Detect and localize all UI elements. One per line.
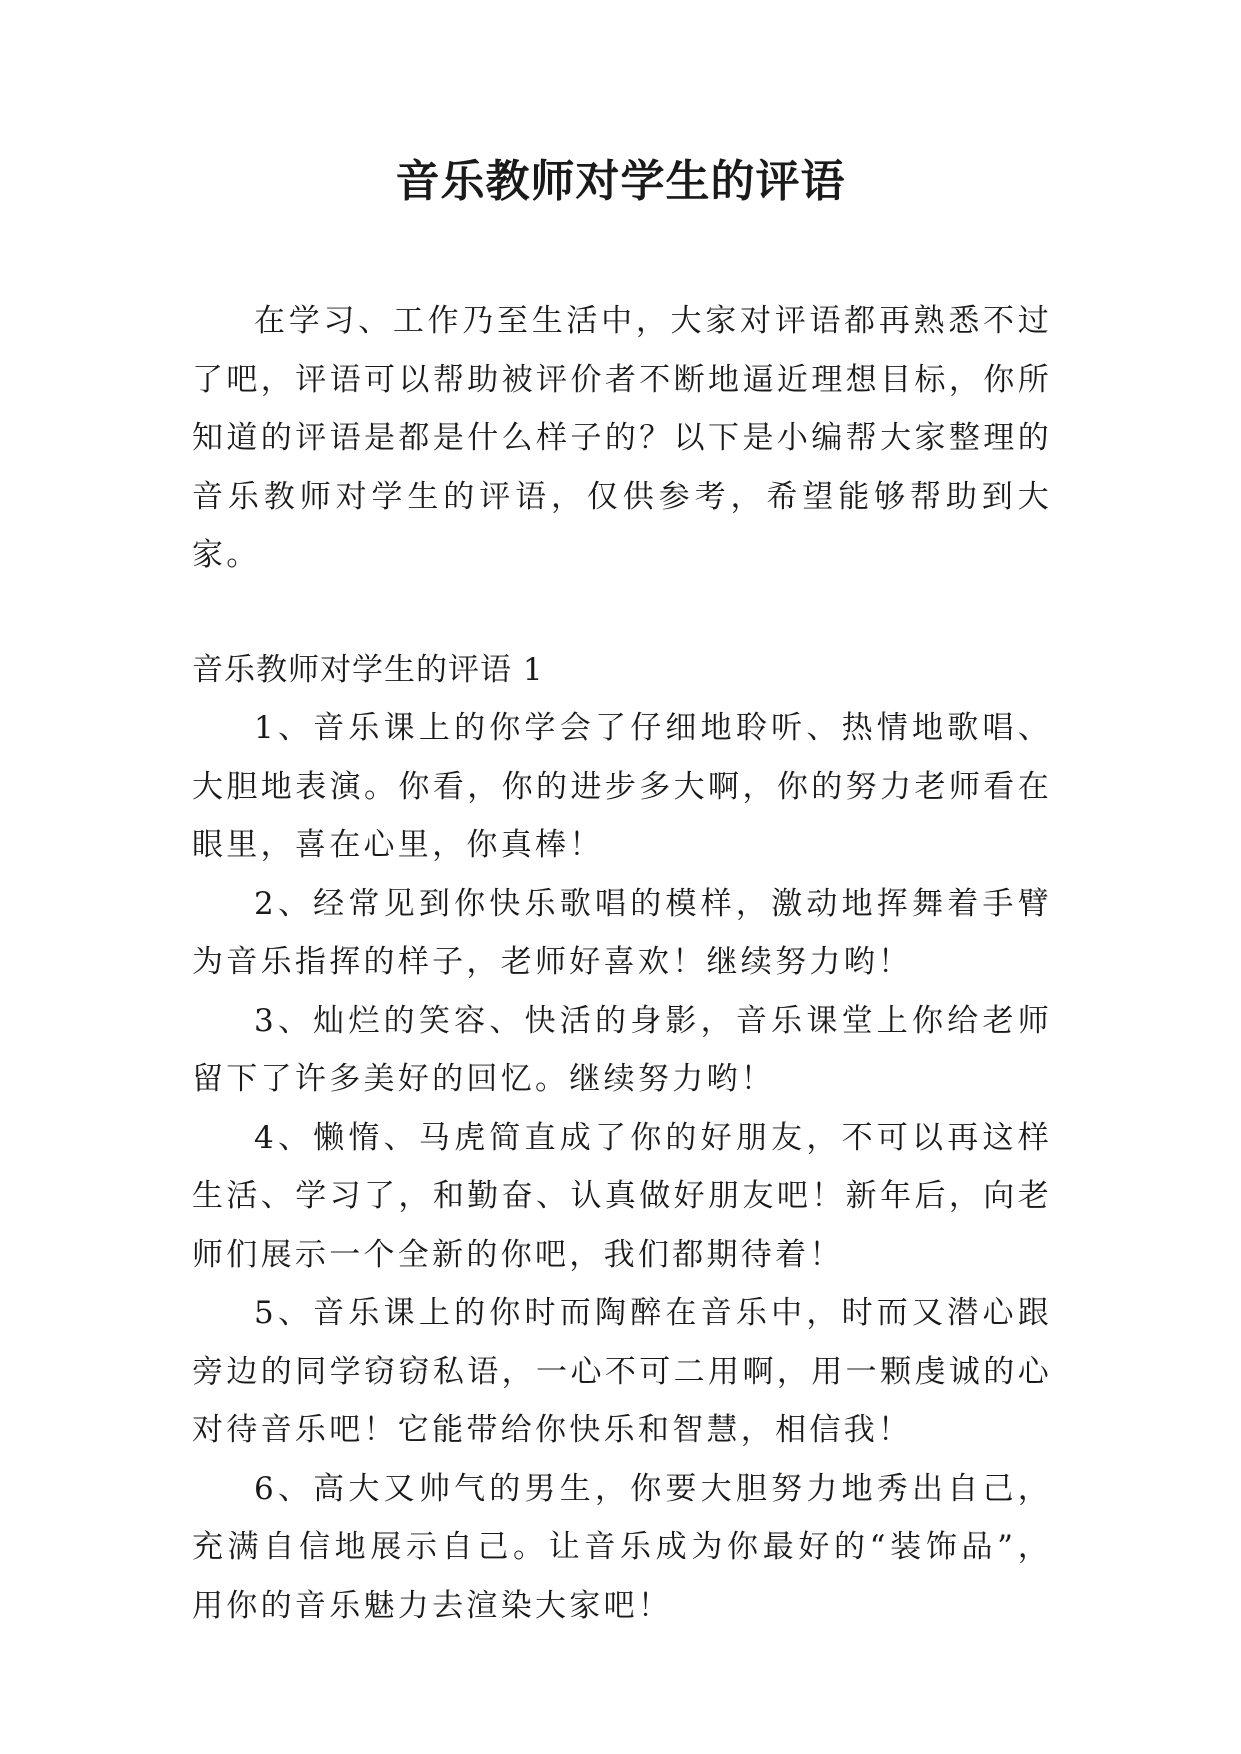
comment-item-1: 1、音乐课上的你学会了仔细地聆听、热情地歌唱、大胆地表演。你看，你的进步多大啊，你的努力老师看在眼里，喜在心里，你真棒！ [192, 710, 1052, 863]
comment-item-3: 3、灿烂的笑容、快活的身影，音乐课堂上你给老师留下了许多美好的回忆。继续努力哟！ [192, 1002, 1052, 1097]
comment-item-2: 2、经常见到你快乐歌唱的模样，激动地挥舞着手臂为音乐指挥的样子，老师好喜欢！继续努力哟！ [192, 885, 1052, 980]
comment-item-6: 6、高大又帅气的男生，你要大胆努力地秀出自己，充满自信地展示自己。让音乐成为你最好的“装饰品”，用你的音乐魅力去渲染大家吧！ [192, 1470, 1052, 1624]
section-heading: 音乐教师对学生的评语 1 [192, 651, 544, 688]
document-title: 音乐教师对学生的评语 [395, 156, 846, 207]
comment-item-5: 5、音乐课上的你时而陶醉在音乐中，时而又潜心跟旁边的同学窃窃私语，一心不可二用啊，用一颗虔诚的心对待音乐吧！它能带给你快乐和智慧，相信我！ [192, 1295, 1052, 1448]
document-body [192, 292, 1052, 1635]
comment-item-4: 4、懒惰、马虎简直成了你的好朋友，不可以再这样生活、学习了，和勤奋、认真做好朋友吧！新年后，向老师们展示一个全新的你吧，我们都期待着！ [192, 1119, 1052, 1273]
intro-paragraph: 在学习、工作乃至生活中，大家对评语都再熟悉不过了吧，评语可以帮助被评价者不断地逼近理想目标，你所知道的评语是都是什么样子的？以下是小编帮大家整理的音乐教师对学生的评语，仅供参考，希望能够帮助到大家。 [192, 303, 1052, 573]
